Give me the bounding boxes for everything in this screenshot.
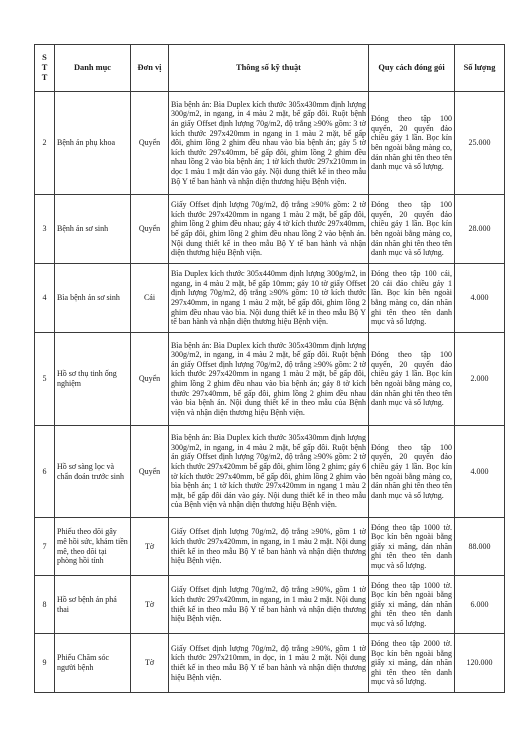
row-quantity: 25.000: [455, 92, 505, 195]
row-quantity: 120.000: [455, 634, 505, 693]
row-unit: Quyển: [131, 195, 169, 264]
row-spec: Bìa bệnh án: Bìa Duplex kích thước 305x430mm định lượng 300g/m2, in ngang, in 4 màu 2 mặt, bế gấp đôi. Ruột bệnh án giấy Offset định lượng 70g/m2, độ trắng ≥90% gồm: 2 tờ kích thước 297x420mm bế gấp đôi, ghim lồng 2 ghim; gáy 6 tờ kích thước 297x40mm, bế gấp đôi, ghim lồng 2 ghim vào bìa bệnh án; 1 tờ kích thước 297x420mm in ngang 1 màu 2 mặt, bế gấp đôi dán vào gáy. Nội dung thiết kế in theo mẫu của Bệnh viện và nhận diện thương hiệu Bệnh viện.: [169, 426, 369, 518]
header-unit: Đơn vị: [131, 45, 169, 92]
row-unit: Quyển: [131, 426, 169, 518]
row-packing: Đóng theo tập 100 cái, 20 cái đảo chiều gáy 1 lần. Bọc kín bên ngoài bằng màng co, dán nhãn ghi tên theo tên danh mục và số lượng.: [369, 264, 455, 333]
row-quantity: 2.000: [455, 333, 505, 426]
header-category: Danh mục: [55, 45, 131, 92]
procurement-table: [34, 44, 505, 693]
table-row: [35, 333, 505, 426]
row-quantity: 28.000: [455, 195, 505, 264]
row-quantity: 4.000: [455, 426, 505, 518]
document-page: [34, 44, 504, 693]
row-category: Phiếu Chăm sóc người bệnh: [55, 634, 131, 693]
row-unit: Quyển: [131, 333, 169, 426]
row-spec: Giấy Offset định lượng 70g/m2, độ trắng ≥90%, gồm 1 tờ kích thước 297x420mm, in ngang, in 1 màu 2 mặt. Nội dung thiết kế in theo mẫu Bộ Y tế ban hành và nhận diện thương hiệu Bệnh viện.: [169, 518, 369, 576]
row-packing: Đóng theo tập 1000 tờ. Bọc kín bên ngoài bằng giấy xi măng, dán nhãn ghi tên theo tên danh mục và số lượng.: [369, 576, 455, 634]
row-stt: 2: [35, 92, 55, 195]
table-header-row: [35, 45, 505, 92]
row-quantity: 6.000: [455, 576, 505, 634]
row-quantity: 4.000: [455, 264, 505, 333]
row-unit: Tờ: [131, 518, 169, 576]
header-stt: S T T: [35, 45, 55, 92]
row-category: Bìa bệnh án sơ sinh: [55, 264, 131, 333]
table-row: [35, 264, 505, 333]
table-row: [35, 518, 505, 576]
row-category: Hồ sơ sàng lọc và chẩn đoán trước sinh: [55, 426, 131, 518]
row-packing: Đóng theo tập 1000 tờ. Bọc kín bên ngoài bằng giấy xi măng, dán nhãn ghi tên theo tên danh mục và số lượng.: [369, 518, 455, 576]
row-spec: Giấy Offset định lượng 70g/m2, độ trắng ≥90%, gồm 1 tờ kích thước 297x210mm, in dọc, in 1 màu 2 mặt. Nội dung thiết kế in theo mẫu Bộ Y tế ban hành và nhận diện thương hiệu Bệnh viện.: [169, 634, 369, 693]
table-row: [35, 426, 505, 518]
header-spec: Thông số kỹ thuật: [169, 45, 369, 92]
row-stt: 9: [35, 634, 55, 693]
row-packing: Đóng theo tập 100 quyển, 20 quyển đảo chiều gáy 1 lần. Bọc kín bên ngoài bằng màng co, dán nhãn ghi tên theo tên danh mục và số lượng.: [369, 92, 455, 195]
row-stt: 5: [35, 333, 55, 426]
row-category: Phiếu theo dõi gây mê hồi sức, khám tiền mê, theo dõi tại phòng hồi tỉnh: [55, 518, 131, 576]
row-packing: Đóng theo tập 100 quyển, 20 quyển đảo chiều gáy 1 lần. Bọc kín bên ngoài bằng màng co, dán nhãn ghi tên theo tên danh mục và số lượng.: [369, 426, 455, 518]
row-unit: Tờ: [131, 576, 169, 634]
row-stt: 7: [35, 518, 55, 576]
row-unit: Tờ: [131, 634, 169, 693]
row-unit: Quyển: [131, 92, 169, 195]
row-category: Bệnh án sơ sinh: [55, 195, 131, 264]
row-stt: 6: [35, 426, 55, 518]
row-stt: 8: [35, 576, 55, 634]
row-category: Hồ sơ bệnh án phá thai: [55, 576, 131, 634]
row-category: Bệnh án phụ khoa: [55, 92, 131, 195]
row-spec: Bìa Duplex kích thước 305x440mm định lượng 300g/m2, in ngang, in 4 màu 2 mặt, bế gấp 10mm; gáy 10 tờ giấy Offset định lượng 70g/m2, độ trắng ≥90% gồm: 10 tờ kích thước 297x40mm, in ngang 1 màu 2 mặt, bế gấp đôi, ghim lồng 2 ghim đều nhau vào bìa. Nội dung thiết kế in theo mẫu Bộ Y tế ban hành và nhận diện thương hiệu Bệnh viện.: [169, 264, 369, 333]
row-stt: 4: [35, 264, 55, 333]
row-packing: Đóng theo tập 2000 tờ. Bọc kín bên ngoài bằng giấy xi măng, dán nhãn ghi tên theo tên danh mục và số lượng.: [369, 634, 455, 693]
row-spec: Giấy Offset định lượng 70g/m2, độ trắng ≥90% gồm: 2 tờ kích thước 297x420mm in ngang 1 màu 2 mặt, bế gấp đôi, ghim lồng 2 ghim đều nhau; gáy 4 tờ kích thước 297x40mm, bế gấp đôi, ghim lồng 2 ghim đều nhau lồng 2 vào bệnh án. Nội dung thiết kế in theo mẫu Bộ Y tế ban hành và nhận diện thương hiệu Bệnh viện.: [169, 195, 369, 264]
table-row: [35, 195, 505, 264]
row-spec: Giấy Offset định lượng 70g/m2, độ trắng ≥90%, gồm 1 tờ kích thước 297x420mm, in ngang, in 1 màu 2 mặt. Nội dung thiết kế in theo mẫu Bộ Y tế ban hành và nhận diện thương hiệu Bệnh viện.: [169, 576, 369, 634]
header-packing: Quy cách đóng gói: [369, 45, 455, 92]
table-row: [35, 576, 505, 634]
row-spec: Bìa bệnh án: Bìa Duplex kích thước 305x430mm định lượng 300g/m2, in ngang, in 4 màu 2 mặt, bế gấp đôi. Ruột bệnh án giấy Offset định lượng 70g/m2, độ trắng ≥90% gồm: 3 tờ kích thước 297x420mm in ngang in 1 màu 2 mặt, bế gấp đôi, ghim lồng 2 ghim đều nhau vào bìa bệnh án; gáy 5 tờ kích thước 297x40mm, bế gấp đôi, ghim lồng 2 ghim đều nhau lồng 2 vào bìa bệnh án; 1 tờ kích thước 297x210mm in dọc 1 màu 1 mặt dán vào gáy. Nội dung thiết kế in theo mẫu Bộ Y tế ban hành và nhận diện thương hiệu Bệnh viện.: [169, 92, 369, 195]
table-row: [35, 634, 505, 693]
row-category: Hồ sơ thụ tinh ống nghiệm: [55, 333, 131, 426]
table-row: [35, 92, 505, 195]
row-spec: Bìa bệnh án: Bìa Duplex kích thước 305x430mm định lượng 300g/m2, in ngang, in 4 màu 2 mặt, bế gấp đôi. Ruột bệnh án giấy Offset định lượng 70g/m2, độ trắng ≥90% gồm: 2 tờ kích thước 297x420mm in ngang 1 màu 2 mặt, bế gấp đôi, ghim lồng 2 ghim đều nhau vào bìa bệnh án; gáy 8 tờ kích thước 297x40mm, bế gấp đôi, ghim lồng 2 ghim đều nhau vào bìa bệnh án. Nội dung thiết kế in theo mẫu của Bệnh viện và nhận diện thương hiệu Bệnh viện.: [169, 333, 369, 426]
row-stt: 3: [35, 195, 55, 264]
row-quantity: 88.000: [455, 518, 505, 576]
row-packing: Đóng theo tập 100 quyển, 20 quyển đảo chiều gáy 1 lần. Bọc kín bên ngoài bằng màng co, dán nhãn ghi tên theo tên danh mục và số lượng.: [369, 195, 455, 264]
row-unit: Cái: [131, 264, 169, 333]
row-packing: Đóng theo tập 100 quyển, 20 quyển đảo chiều gáy 1 lần. Bọc kín bên ngoài bằng màng co, dán nhãn ghi tên theo tên danh mục và số lượng.: [369, 333, 455, 426]
header-quantity: Số lượng: [455, 45, 505, 92]
